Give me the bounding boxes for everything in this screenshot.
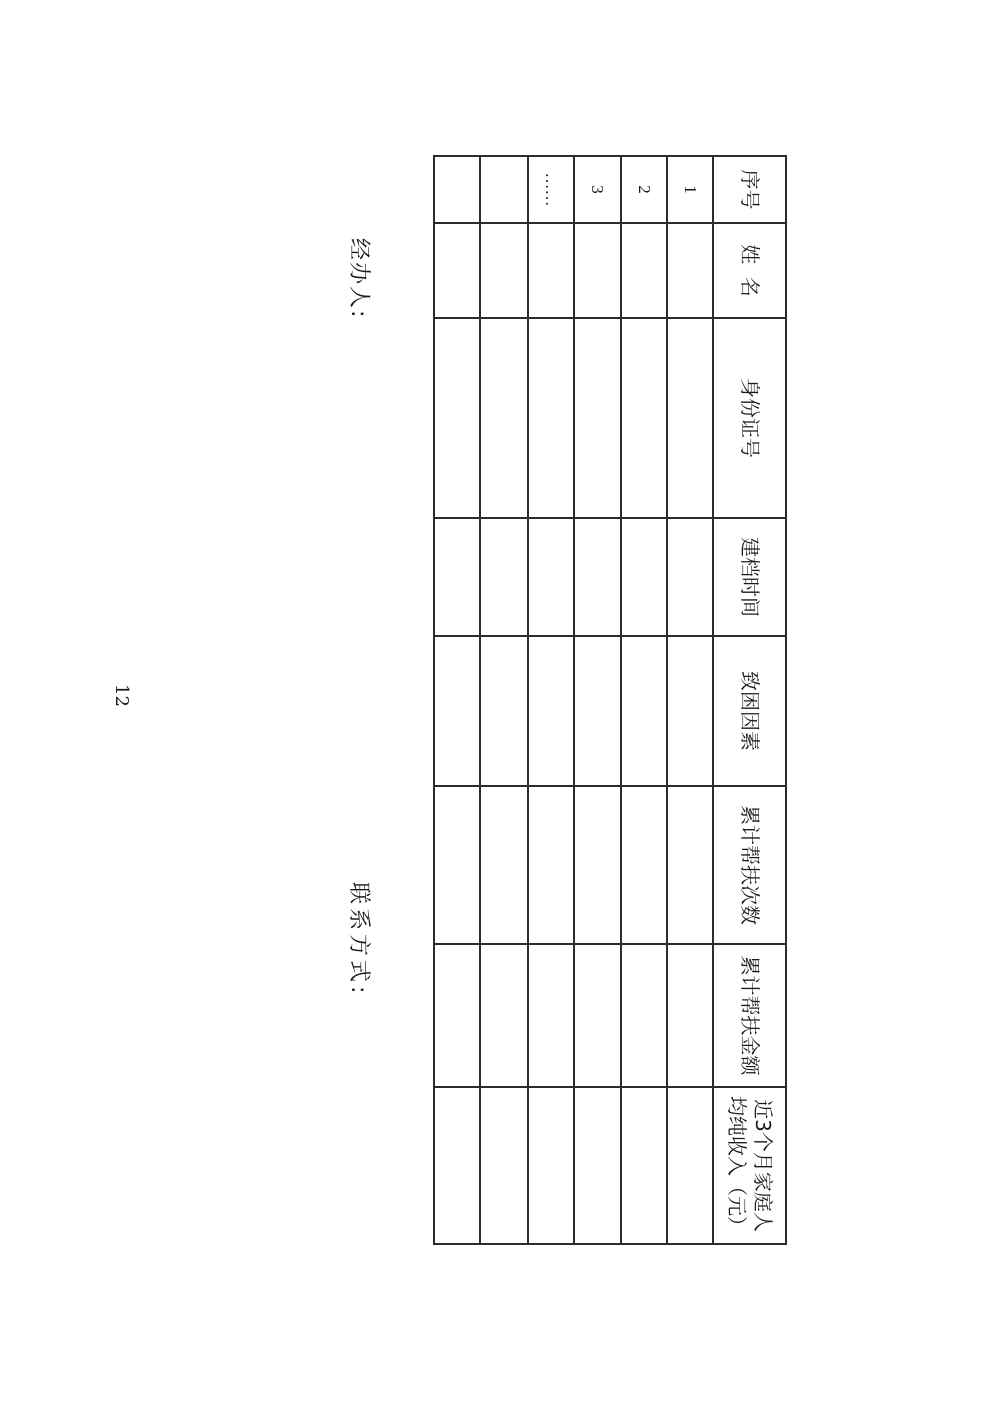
contact-label-text: 联系方式: bbox=[346, 882, 371, 998]
table-cell bbox=[528, 223, 574, 318]
table-cell bbox=[621, 786, 667, 944]
table-cell bbox=[574, 786, 620, 944]
table-cell bbox=[667, 518, 713, 636]
table-row bbox=[434, 156, 480, 1244]
table-cell bbox=[574, 518, 620, 636]
table-cell: 2 bbox=[621, 156, 667, 223]
table-cell bbox=[528, 318, 574, 518]
table-row bbox=[574, 156, 620, 1244]
table-row bbox=[480, 156, 527, 1244]
table-cell bbox=[434, 518, 480, 636]
table-cell bbox=[434, 156, 480, 223]
header-cell-id-number: 身份证号 bbox=[713, 318, 786, 518]
table-cell bbox=[574, 636, 620, 786]
handler-label-text: 经办人: bbox=[346, 238, 371, 320]
table-cell bbox=[480, 636, 527, 786]
table-cell bbox=[480, 944, 527, 1087]
table-cell bbox=[480, 786, 527, 944]
header-cell-aid-count: 累计帮扶次数 bbox=[713, 786, 786, 944]
table-cell: …… bbox=[528, 156, 574, 223]
table-cell bbox=[667, 318, 713, 518]
table-cell bbox=[434, 636, 480, 786]
table-cell bbox=[667, 786, 713, 944]
table-cell bbox=[480, 156, 527, 223]
table-cell bbox=[621, 944, 667, 1087]
table-cell bbox=[434, 318, 480, 518]
table-cell bbox=[574, 223, 620, 318]
table-cell: 3 bbox=[574, 156, 620, 223]
table-cell bbox=[621, 1087, 667, 1244]
table-cell bbox=[480, 518, 527, 636]
header-cell-name: 姓 名 bbox=[713, 223, 786, 318]
table-rotated-container bbox=[433, 155, 787, 1243]
table-cell bbox=[621, 318, 667, 518]
table-cell bbox=[667, 1087, 713, 1244]
table-cell bbox=[574, 1087, 620, 1244]
table-cell bbox=[667, 223, 713, 318]
header-cell-aid-amount: 累计帮扶金额 bbox=[713, 944, 786, 1087]
table-header-row bbox=[713, 156, 786, 1244]
table-cell bbox=[574, 944, 620, 1087]
table-cell bbox=[480, 1087, 527, 1244]
table-cell bbox=[434, 1087, 480, 1244]
table-cell: 1 bbox=[667, 156, 713, 223]
table-cell bbox=[667, 944, 713, 1087]
table-cell bbox=[434, 223, 480, 318]
table-cell bbox=[480, 318, 527, 518]
table-row bbox=[667, 156, 713, 1244]
header-cell-poverty-cause: 致困因素 bbox=[713, 636, 786, 786]
table-cell bbox=[667, 636, 713, 786]
table-cell bbox=[621, 636, 667, 786]
table-cell bbox=[528, 518, 574, 636]
table-cell bbox=[574, 318, 620, 518]
page-number-text: 12 bbox=[111, 684, 132, 707]
table-cell bbox=[528, 786, 574, 944]
table-cell bbox=[528, 636, 574, 786]
table-cell bbox=[528, 1087, 574, 1244]
header-cell-income: 近3个月家庭人均纯收入（元） bbox=[713, 1087, 786, 1244]
record-table bbox=[433, 155, 787, 1245]
table-cell bbox=[528, 944, 574, 1087]
table-row bbox=[528, 156, 574, 1244]
table-row bbox=[621, 156, 667, 1244]
table-cell bbox=[621, 223, 667, 318]
table-cell bbox=[480, 223, 527, 318]
table-cell bbox=[434, 786, 480, 944]
header-cell-index: 序号 bbox=[713, 156, 786, 223]
table-cell bbox=[621, 518, 667, 636]
table-cell bbox=[434, 944, 480, 1087]
header-cell-file-date: 建档时间 bbox=[713, 518, 786, 636]
